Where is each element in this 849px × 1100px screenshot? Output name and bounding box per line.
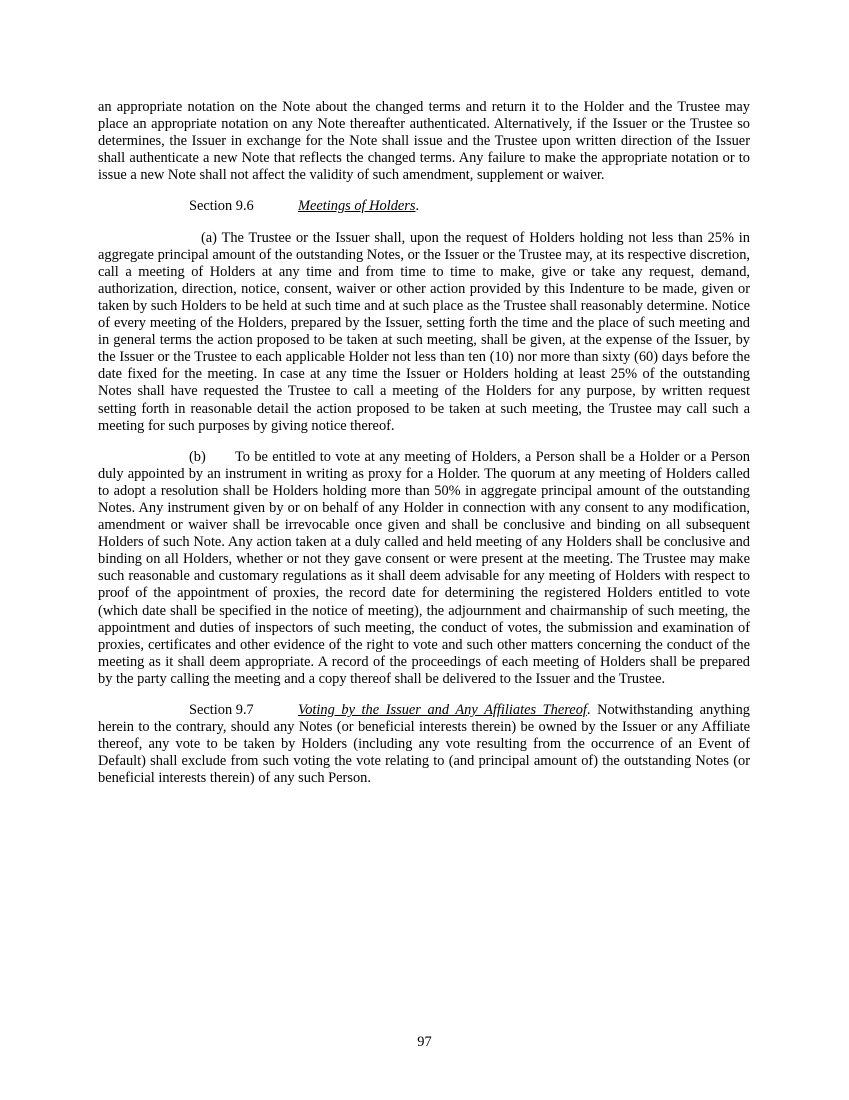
section-9-7-title: Voting by the Issuer and Any Affiliates Thereof [298, 702, 587, 718]
paragraph-a-label: (a) [201, 229, 217, 246]
section-9-6-title-period: . [415, 198, 420, 215]
intro-paragraph: an appropriate notation on the Note about the changed terms and return it to the Holder and the Trustee may place an appropriate notation on any Note thereafter authenticated. Alternatively, if the Issuer or the Trustee so determines, the Issuer in exchange for the Note shall issue and the Trustee upon written direction of the Issuer shall authenticate a new Note that reflects the changed terms. Any failure to make the appropriate notation or to issue a new Note shall not affect the validity of such amendment, supplement or waiver. [98, 99, 750, 184]
section-9-6-paragraph-b [98, 449, 750, 688]
paragraph-b-label: (b) [189, 448, 206, 465]
section-9-6-paragraph-a [98, 230, 750, 435]
section-9-7-title-period: . [586, 702, 591, 718]
paragraph-b-text: To be entitled to vote at any meeting of Holders, a Person shall be a Holder or a Person duly appointed by an instrument in writing as proxy for a Holder. The quorum at any meeting of Holders called to adopt a resolution shall be Holders holding more than 50% in aggregate principal amount of the outstanding Notes. Any instrument given by or on behalf of any Holder in connection with any consent to any modification, amendment or waiver shall be irrevocable once given and shall be conclusive and binding on all subsequent Holders of such Note. Any action taken at a duly called and held meeting of any Holders shall be conclusive and binding on all Holders, whether or not they gave consent or were present at the meeting. The Trustee may make such reasonable and customary regulations as it shall deem advisable for any meeting of Holders with respect to proof of the appointment of proxies, the record date for determining the registered Holders entitled to vote (which date shall be specified in the notice of meeting), the adjournment and chairmanship of such meeting, the appointment and duties of inspectors of such meeting, the conduct of votes, the submission and examination of proxies, certificates and other evidence of the right to vote and such other matters concerning the conduct of the meeting as it shall deem appropriate. A record of the proceedings of each meeting of Holders shall be prepared by the party calling the meeting and a copy thereof shall be delivered to the Issuer and the Trustee. [98, 448, 750, 687]
section-9-6-title: Meetings of Holders [298, 198, 416, 215]
section-9-7-number: Section 9.7 [189, 702, 254, 718]
section-9-6-number: Section 9.6 [189, 198, 254, 215]
document-page [98, 99, 750, 801]
section-9-7-paragraph [98, 702, 750, 787]
paragraph-a-text: The Trustee or the Issuer shall, upon the request of Holders holding not less than 25% in aggregate principal amount of the outstanding Notes, or the Issuer or the Trustee may, at its respective discretion, call a meeting of Holders at any time and from time to time to make, give or take any request, demand, authorization, direction, notice, consent, waiver or other action provided by this Indenture to be made, given or taken by such Holders to be held at such time and at such place as the Trustee shall reasonably determine. Notice of every meeting of the Holders, prepared by the Issuer, setting forth the time and the place of such meeting and in general terms the action proposed to be taken at such meeting, shall be given, at the expense of the Issuer, by the Issuer or the Trustee to each applicable Holder not less than ten (10) nor more than sixty (60) days before the date fixed for the meeting. In case at any time the Issuer or Holders holding at least 25% of the outstanding Notes shall have requested the Trustee to call a meeting of the Holders for any purpose, by written request setting forth in reasonable detail the action proposed to be taken at such meeting, the Trustee may call such a meeting for such purposes by giving notice thereof. [98, 229, 751, 434]
page-number: 97 [417, 1034, 432, 1050]
section-9-7-body: Notwithstanding anything herein to the contrary, should any Notes (or beneficial interests therein) be owned by the Issuer or any Affiliate thereof, any vote to be taken by Holders (including any vote resulting from the occurrence of an Event of Default) shall exclude from such voting the vote relating to (and principal amount of) the outstanding Notes (or beneficial interests therein) of any such Person. [98, 702, 750, 787]
section-9-6-heading [98, 198, 750, 215]
